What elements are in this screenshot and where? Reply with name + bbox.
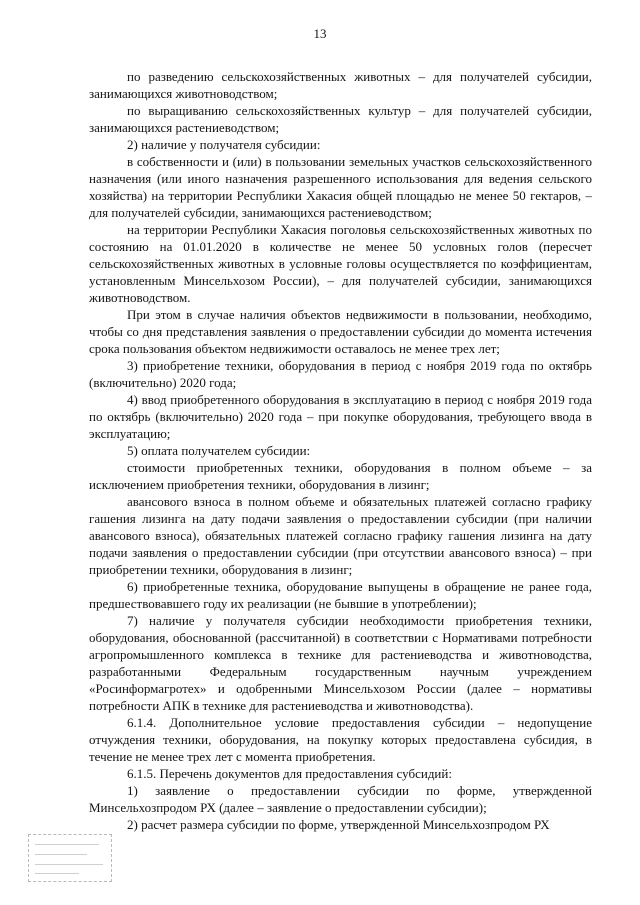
paragraph: 5) оплата получателем субсидии: — [127, 443, 311, 458]
paragraph: авансового взноса в полном объеме и обязательных платежей согласно графику гашения лизинга на дату подачи заявления о предоставлении субсидии (при наличии авансового взноса), обязательных платежей согласно графику гашения лизинга на дату подачи заявления о предоставлении субсидии (при отсутствии авансового взноса) – при приобретении техники, оборудования в лизинг; — [89, 494, 592, 577]
paragraph: на территории Республики Хакасия поголовья сельскохозяйственных животных по состоянию на 01.01.2020 в количестве не менее 50 условных голов (пересчет сельскохозяйственных животных в условные головы осуществляется по коэффициентам, установленным Минсельхозом России), – для получателей субсидии, занимающихся животноводством. — [89, 222, 592, 305]
paragraph: 2) наличие у получателя субсидии: — [127, 137, 321, 152]
stamp-line — [35, 844, 99, 845]
stamp-line — [35, 873, 79, 874]
paragraph: 4) ввод приобретенного оборудования в эксплуатацию в период с ноября 2019 года по октябрь (включительно) 2020 года – при покупке оборудования, требующего ввода в эксплуатацию; — [89, 392, 592, 441]
paragraph: 1) заявление о предоставлении субсидии по форме, утвержденной Минсельхозпродом РХ (далее – заявление о предоставлении субсидии); — [89, 783, 592, 815]
paragraph: стоимости приобретенных техники, оборудования в полном объеме – за исключением приобретения техники, оборудования в лизинг; — [89, 460, 592, 492]
paragraph: по выращиванию сельскохозяйственных культур – для получателей субсидии, занимающихся растениеводством; — [89, 103, 592, 135]
stamp-line — [35, 864, 103, 865]
paragraph: 6.1.4. Дополнительное условие предоставления субсидии – недопущение отчуждения техники, оборудования, на покупку которых предоставлена субсидия, в течение не менее трех лет с момента приобретения. — [89, 715, 592, 764]
faded-stamp — [28, 834, 112, 882]
page-number: 13 — [313, 26, 327, 41]
paragraph: При этом в случае наличия объектов недвижимости в пользовании, необходимо, чтобы со дня представления заявления о предоставлении субсидии до момента истечения срока пользования объектом недвижимости оставалось не менее трех лет; — [89, 307, 592, 356]
paragraph: 2) расчет размера субсидии по форме, утвержденной Минсельхозпродом РХ — [127, 817, 550, 832]
paragraph: 6) приобретенные техника, оборудование выпущены в обращение не ранее года, предшествовавшего году их реализации (не бывшие в употреблении); — [89, 579, 592, 611]
paragraph: 6.1.5. Перечень документов для предоставления субсидий: — [127, 766, 452, 781]
paragraph: по разведению сельскохозяйственных животных – для получателей субсидии, занимающихся животноводством; — [89, 69, 592, 101]
paragraph: в собственности и (или) в пользовании земельных участков сельскохозяйственного назначения (или иного назначения разрешенного использования для ведения сельского хозяйства) на территории Республики Хакасия общей площадью не менее 50 гектаров, – для получателей субсидии, занимающихся растениеводством; — [89, 154, 592, 220]
paragraph: 7) наличие у получателя субсидии необходимости приобретения техники, оборудования, обоснованной (рассчитанной) в соответствии с Нормативами потребности агропромышленного комплекса в технике для растениеводства и животноводства, разработанными Федеральным государственным научным учреждением «Росинформагротех» и одобренными Минсельхозом России (далее – нормативы потребности АПК в технике для растениеводства и животноводства). — [89, 613, 592, 713]
paragraph: 3) приобретение техники, оборудования в период с ноября 2019 года по октябрь (включительно) 2020 года; — [89, 358, 592, 390]
stamp-line — [35, 854, 87, 855]
document-body — [89, 68, 592, 833]
